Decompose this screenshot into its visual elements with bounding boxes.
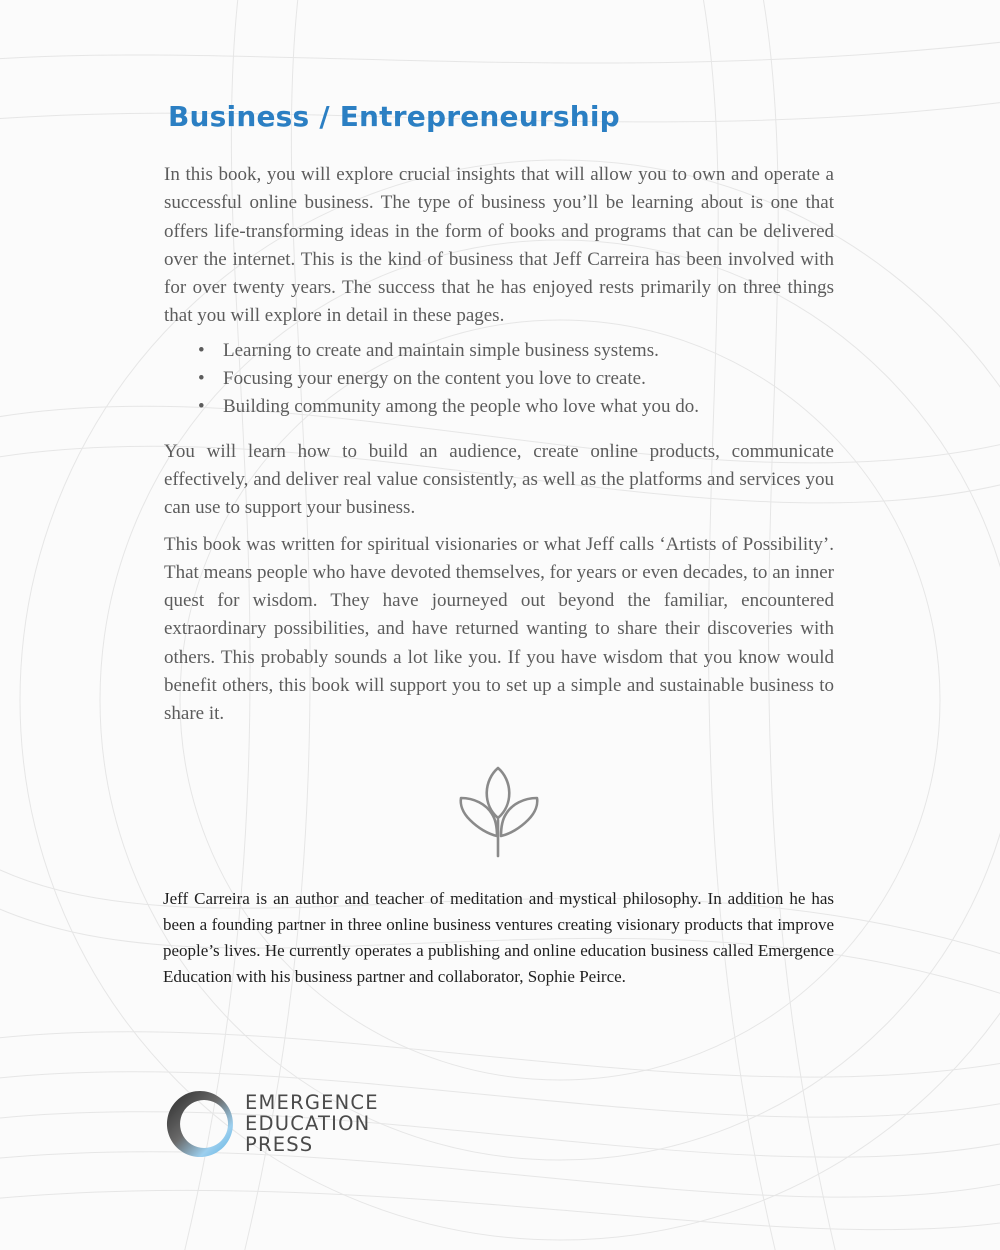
list-item [164, 393, 834, 421]
leaf-sprout-icon [458, 764, 540, 858]
bullet-dot: • [198, 396, 205, 418]
publisher-name [245, 1092, 379, 1155]
ring-logo-icon [166, 1090, 234, 1158]
bullet-dot: • [198, 368, 205, 390]
intro-paragraph: In this book, you will explore crucial insights that will allow you to own and operate a successful online business. The type of business you’ll be learning about is one that offers life-transforming ideas in the form of books and programs that can be delivered over the internet. This is the kind of business that Jeff Carreira has been involved with for over twenty years. The success that he has enjoyed rests primarily on three things that you will explore in detail in these pages. [164, 164, 834, 327]
publisher-line-3: PRESS [245, 1133, 314, 1156]
list-item-text: Learning to create and maintain simple business systems. [223, 339, 659, 361]
author-bio: Jeff Carreira is an author and teacher of meditation and mystical philosophy. In addition he has been a founding partner in three online business ventures creating visionary products that improve people’s lives. He currently operates a publishing and online education business called Emergence Education with his business partner and collaborator, Sophie Peirce. [163, 889, 834, 986]
list-item-text: Building community among the people who love what you do. [223, 396, 699, 418]
visionaries-paragraph: This book was written for spiritual visionaries or what Jeff calls ‘Artists of Possibility’. That means people who have devoted themselves, for years or even decades, to an inner quest for wisdom. They have journeyed out beyond the familiar, encountered extraordinary possibilities, and have returned wanting to share their discoveries with others. This probably sounds a lot like you. If you have wisdom that you know would benefit others, this book will support you to set up a simple and sustainable business to share it. [164, 533, 834, 725]
list-item [164, 337, 834, 365]
publisher-line-1: EMERGENCE [245, 1091, 379, 1114]
category-heading: Business / Entrepreneurship [168, 100, 620, 133]
list-item [164, 365, 834, 393]
key-points-list [164, 337, 834, 422]
publisher-line-2: EDUCATION [245, 1112, 371, 1135]
bullet-dot: • [198, 339, 205, 361]
main-text-column [164, 100, 834, 729]
list-item-text: Focusing your energy on the content you love to create. [223, 368, 646, 390]
publisher-logo [166, 1090, 426, 1160]
audience-paragraph: You will learn how to build an audience, create online products, communicate effectively, and deliver real value consistently, as well as the platforms and services you can use to support your business. [164, 440, 834, 519]
